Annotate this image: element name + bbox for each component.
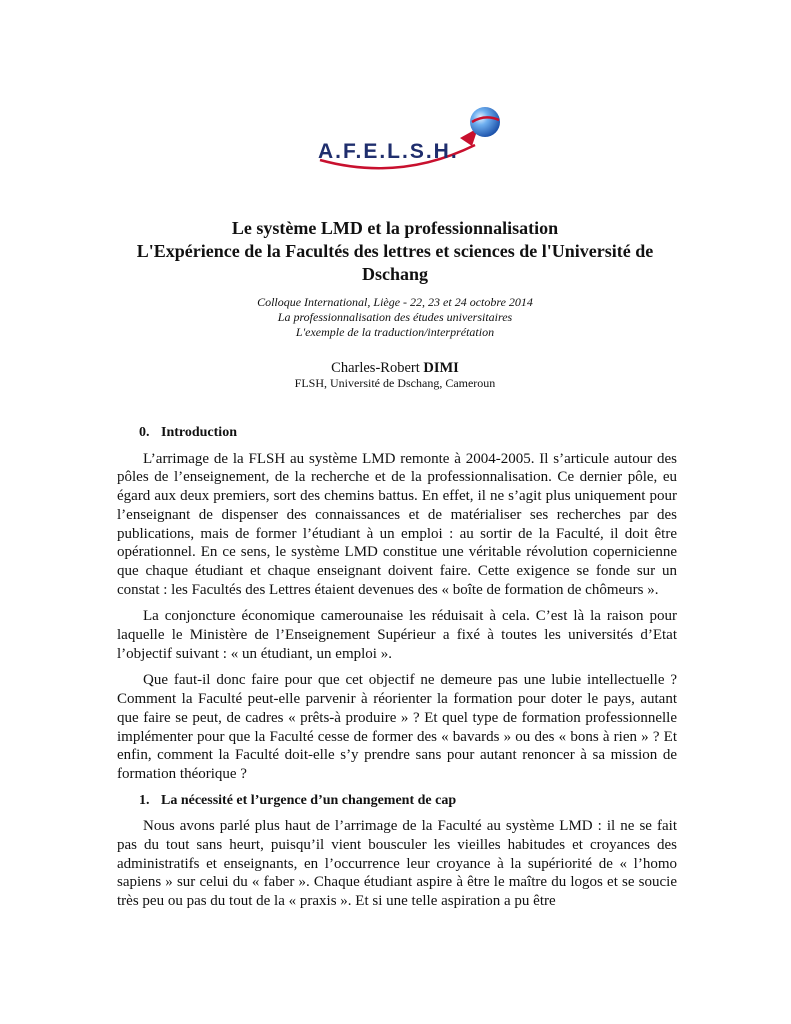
author-affiliation: FLSH, Université de Dschang, Cameroun <box>294 376 496 390</box>
theme-line: La professionnalisation des études universitaires <box>277 310 513 324</box>
document-title <box>130 217 660 286</box>
paragraph: Que faut-il donc faire pour que cet objectif ne demeure pas une lubie intellectuelle ? Comment la Faculté peut-elle parvenir à réorienter la formation pour doter le pays, autant que faire se peut, de cadres « prêts-à produire » ? Et quel type de formation professionnelle implémenter pour que la Faculté cesse de former des « bavards » ou des « bons à rien » ? Et enfin, comment la Faculté doit-elle s’y prendre sans pour autant renoncer à sa mission de formation théorique ? <box>117 672 677 782</box>
conference-line: Colloque International, Liège - 22, 23 et 24 octobre 2014 <box>257 295 533 309</box>
logo-text: A.F.E.L.S.H. <box>318 140 459 163</box>
topic-line: L'exemple de la traduction/interprétation <box>295 325 495 339</box>
section-title: Introduction <box>161 425 237 440</box>
paragraph: La conjoncture économique camerounaise les réduisait à cela. C’est là la raison pour laquelle le Ministère de l’Enseignement Supérieur a fixé à toutes les universités d’Etat l’objectif suivant : « un étudiant, un emploi ». <box>117 608 677 662</box>
author-name <box>130 359 660 377</box>
logo-graphic <box>300 100 510 180</box>
conference-info <box>130 295 660 340</box>
author-first-name: Charles-Robert <box>331 360 424 376</box>
document-body <box>117 424 677 919</box>
title-line-2: L'Expérience de la Facultés des lettres et sciences de l'Université de <box>136 241 654 261</box>
paragraph: L’arrimage de la FLSH au système LMD remonte à 2004-2005. Il s’articule autour des pôles de l’enseignement, de la recherche et de la professionnalisation. Ce dernier pôle, eu égard aux deux premiers, sort des chemins battus. En effet, il ne s’agit plus uniquement pour l’enseignant de dispenser des connaissances et de matérialiser ses recherches par des publications, mais de former l’étudiant à un emploi : au sortir de la Faculté, il doit être opérationnel. En ce sens, le système LMD constitue une véritable révolution copernicienne que chaque étudiant et chaque enseignant doivent faire. Cette exigence se fonde sur un constat : les Facultés des Lettres étaient devenues des « boîte de formation de chômeurs ». <box>117 450 677 598</box>
section-title: La nécessité et l’urgence d’un changement de cap <box>161 792 457 808</box>
author-last-name: DIMI <box>423 360 459 376</box>
section-number: 0. <box>139 425 150 440</box>
title-line-1: Le système LMD et la professionnalisation <box>231 218 559 238</box>
paragraph: Nous avons parlé plus haut de l’arrimage de la Faculté au système LMD : il ne se fait pas du tout sans heurt, puisqu’il vient bousculer les vieilles habitudes et croyances des administratifs et enseignants, en l’occurrence leur croyance à la supériorité de « l’homo sapiens » sur celui du « faber ». Chaque étudiant aspire à être le maître du logos et se soucie très peu ou pas du tout de la « praxis ». Et si une telle aspiration a pu être <box>117 818 677 910</box>
section-heading-1 <box>139 792 677 811</box>
title-line-3: Dschang <box>361 264 428 284</box>
section-heading-0 <box>139 424 677 443</box>
section-number: 1. <box>139 792 150 808</box>
afelsh-logo <box>300 100 510 180</box>
